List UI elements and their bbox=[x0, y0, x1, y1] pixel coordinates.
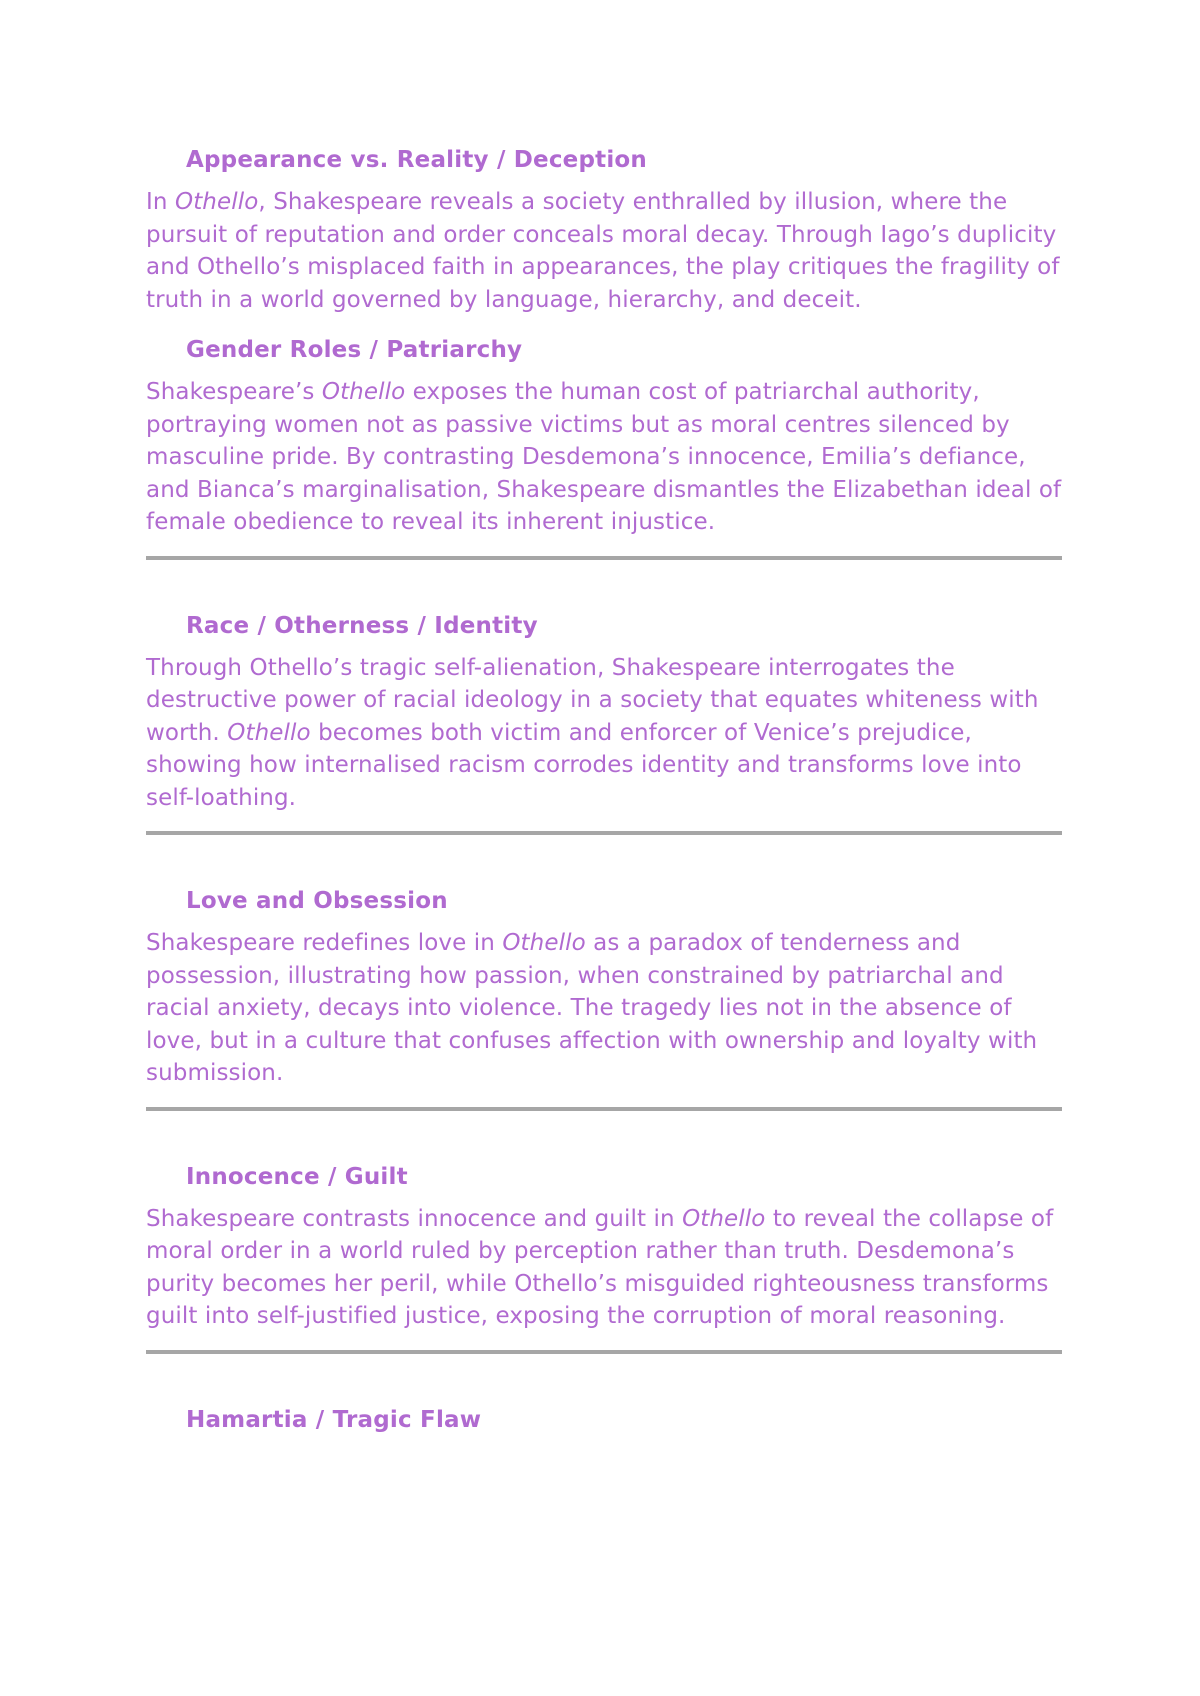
section-love-obsession bbox=[146, 879, 1062, 1155]
section-paragraph: Shakespeare contrasts innocence and guilt in Othello to reveal the collapse of moral order in a world ruled by perception rather than truth. Desdemona’s purity becomes her peril, while Othello’s misguided righteousness transforms guilt into self-justified justice, exposing the corruption of moral reasoning. bbox=[146, 1205, 1054, 1329]
play-title-italic: Othello bbox=[174, 189, 259, 215]
section-heading: Innocence / Guilt bbox=[186, 1163, 408, 1190]
play-title-italic: Othello bbox=[321, 379, 406, 405]
section-paragraph: In Othello, Shakespeare reveals a society enthralled by illusion, where the pursuit of reputation and order conceals moral decay. Through Iago’s duplicity and Othello’s misplaced faith in appearances, the play critiques the fragility of truth in a world governed by language, hierarchy, and deceit. bbox=[146, 189, 1060, 313]
section-paragraph: Shakespeare’s Othello exposes the human cost of patriarchal authority, portraying women not as passive victims but as moral centres silenced by masculine pride. By contrasting Desdemona’s innocence, Emilia’s defiance, and Bianca’s marginalisation, Shakespeare dismantles the Elizabethan ideal of female obedience to reveal its inherent injustice. bbox=[146, 379, 1062, 535]
section-paragraph: Through Othello’s tragic self-alienation, Shakespeare interrogates the destructive power of racial ideology in a society that equates whiteness with worth. Othello becomes both victim and enforcer of Venice’s prejudice, showing how internalised racism corrodes identity and transforms love into self-loathing. bbox=[146, 654, 1039, 811]
play-title-italic: Othello bbox=[502, 930, 586, 956]
document-page bbox=[146, 138, 1062, 1442]
play-title-italic: Othello bbox=[227, 719, 311, 746]
section-heading: Appearance vs. Reality / Deception bbox=[186, 147, 647, 173]
section-heading: Gender Roles / Patriarchy bbox=[186, 337, 523, 363]
section-gender-roles bbox=[146, 328, 1062, 604]
section-heading: Love and Obsession bbox=[186, 888, 448, 914]
section-innocence-guilt bbox=[146, 1155, 1062, 1398]
section-paragraph: Shakespeare redefines love in Othello as a paradox of tenderness and possession, illustrating how passion, when constrained by patriarchal and racial anxiety, decays into violence. The tragedy lies not in the absence of love, but in a culture that confuses affection with ownership and loyalty with submission. bbox=[146, 930, 1038, 1086]
section-heading: Hamartia / Tragic Flaw bbox=[186, 1406, 482, 1433]
section-hamartia bbox=[146, 1398, 1062, 1442]
section-heading: Race / Otherness / Identity bbox=[186, 612, 538, 639]
play-title-italic: Othello bbox=[682, 1205, 766, 1232]
section-race-otherness bbox=[146, 604, 1062, 880]
section-appearance-vs-reality bbox=[146, 138, 1062, 316]
